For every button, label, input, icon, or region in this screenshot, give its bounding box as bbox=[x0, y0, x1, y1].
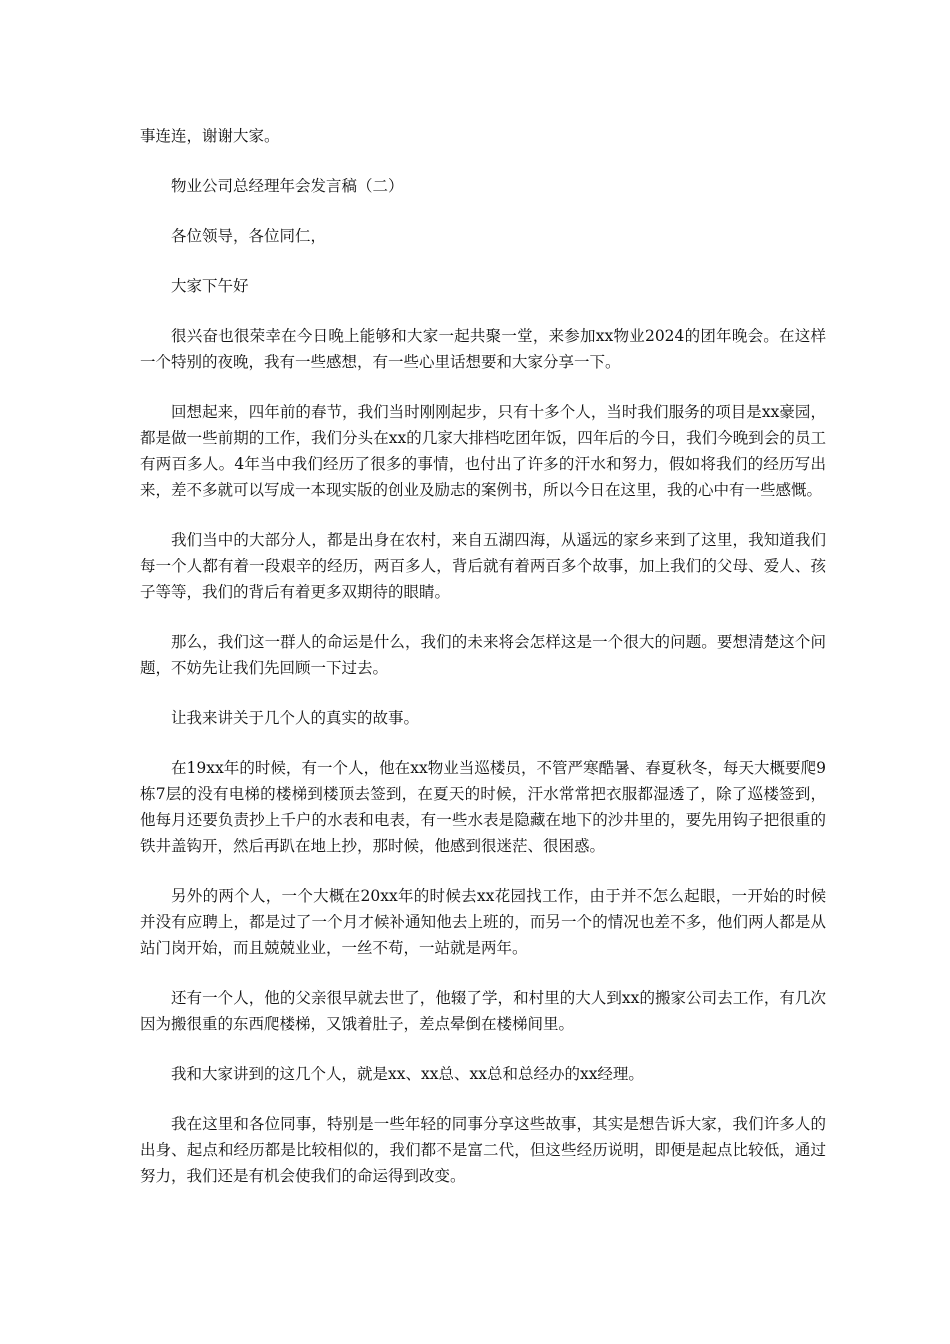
paragraph-story-two: 另外的两个人，一个大概在20xx年的时候去xx花园找工作，由于并不怎么起眼，一开始的时候并没有应聘上，都是过了一个月才候补通知他去上班的，而另一个的情况也差不多，他们两人都是从站门岗开始，而且兢兢业业，一丝不苟，一站就是两年。 bbox=[140, 887, 826, 957]
paragraph-opening: 很兴奋也很荣幸在今日晚上能够和大家一起共聚一堂，来参加xx物业2024的团年晚会。在这样一个特别的夜晚，我有一些感想，有一些心里话想要和大家分享一下。 bbox=[140, 327, 826, 371]
paragraph-story-one: 在19xx年的时候，有一个人，他在xx物业当巡楼员，不管严寒酷暑、春夏秋冬，每天大概要爬9栋7层的没有电梯的楼梯到楼顶去签到，在夏天的时候，汗水常常把衣服都湿透了，除了巡楼签到，他每月还要负责抄上千户的水表和电表，有一些水表是隐藏在地下的沙井里的，要先用钩子把很重的铁井盖钩开，然后再趴在地上抄，那时候，他感到很迷茫、很困惑。 bbox=[140, 759, 826, 855]
paragraph-origins: 我们当中的大部分人，都是出身在农村，来自五湖四海，从遥远的家乡来到了这里，我知道我们每一个人都有着一段艰辛的经历，两百多人，背后就有着两百多个故事，加上我们的父母、爱人、孩子等等，我们的背后有着更多双期待的眼睛。 bbox=[140, 531, 826, 601]
paragraph-story-three: 还有一个人，他的父亲很早就去世了，他辍了学，和村里的大人到xx的搬家公司去工作，有几次因为搬很重的东西爬楼梯，又饿着肚子，差点晕倒在楼梯间里。 bbox=[140, 989, 826, 1033]
document-body bbox=[140, 123, 826, 1213]
salutation: 各位领导，各位同仁， bbox=[171, 227, 327, 245]
paragraph-recollection: 回想起来，四年前的春节，我们当时刚刚起步，只有十多个人，当时我们服务的项目是xx豪园，都是做一些前期的工作，我们分头在xx的几家大排档吃团年饭，四年后的今日，我们今晚到会的员工有两百多人。4年当中我们经历了很多的事情，也付出了许多的汗水和努力，假如将我们的经历写出来，差不多就可以写成一本现实版的创业及励志的案例书，所以今日在这里，我的心中有一些感慨。 bbox=[140, 403, 826, 499]
paragraph-reveal: 我和大家讲到的这几个人，就是xx、xx总、xx总和总经办的xx经理。 bbox=[171, 1065, 644, 1083]
speech-title: 物业公司总经理年会发言稿（二） bbox=[171, 177, 404, 195]
paragraph-conclusion: 我在这里和各位同事，特别是一些年轻的同事分享这些故事，其实是想告诉大家，我们许多人的出身、起点和经历都是比较相似的，我们都不是富二代，但这些经历说明，即便是起点比较低，通过努力，我们还是有机会使我们的命运得到改变。 bbox=[140, 1115, 826, 1185]
greeting: 大家下午好 bbox=[171, 277, 249, 295]
paragraph-question: 那么，我们这一群人的命运是什么，我们的未来将会怎样这是一个很大的问题。要想清楚这个问题，不妨先让我们先回顾一下过去。 bbox=[140, 633, 826, 677]
paragraph-story-intro: 让我来讲关于几个人的真实的故事。 bbox=[171, 709, 420, 727]
paragraph-closing-line: 事连连，谢谢大家。 bbox=[140, 127, 280, 145]
